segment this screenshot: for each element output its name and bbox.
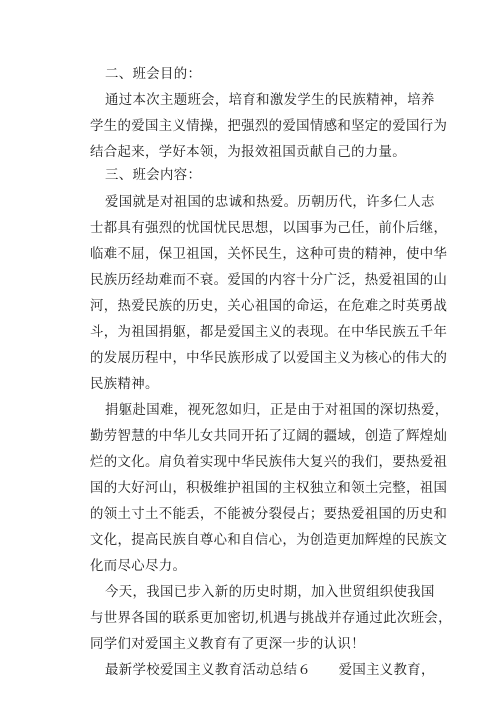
paragraph-line: 爱国就是对祖国的忠诚和热爱。历朝历代，许多仁人志	[105, 195, 435, 210]
paragraph-line: 通过本次主题班会，培育和激发学生的民族精神，培养	[105, 93, 435, 108]
paragraph-line: 学生的爱国主义情操，把强烈的爱国情感和坚定的爱国行为	[90, 119, 448, 134]
paragraph-line: 化而尽心尽力。	[90, 559, 187, 574]
paragraph-line: 民族精神。	[90, 377, 159, 392]
paragraph-line: 临难不屈，保卫祖国，关怀民生，这种可贵的精神，使中华	[90, 247, 448, 262]
paragraph-line: 民族历经劫难而不衰。爱国的内容十分广泛，热爱祖国的山	[90, 273, 448, 288]
section-heading-purpose: 二、班会目的：	[105, 67, 202, 82]
paragraph-line: 捐躯赴国难，视死忽如归，正是由于对祖国的深切热爱，	[105, 403, 449, 418]
paragraph-line: 国的大好河山，积极维护祖国的主权独立和领土完整，祖国	[90, 481, 448, 496]
next-article-heading: 最新学校爱国主义教育活动总结６ 爱国主义教育，	[105, 663, 435, 678]
paragraph-line: 士都具有强烈的忧国忧民思想，以国事为己任，前仆后继，	[90, 221, 448, 236]
paragraph-line: 结合起来，学好本领，为报效祖国贡献自己的力量。	[90, 145, 407, 160]
paragraph-line: 烂的文化。肩负着实现中华民族伟大复兴的我们，要热爱祖	[90, 455, 448, 470]
paragraph-line: 与世界各国的联系更加密切,机遇与挑战并存通过此次班会，	[90, 611, 452, 626]
paragraph-line: 的领土寸土不能丢，不能被分裂侵占；要热爱祖国的历史和	[90, 507, 448, 522]
paragraph-line: 今天，我国已步入新的历史时期，加入世贸组织使我国	[105, 585, 435, 600]
paragraph-line: 斗，为祖国捐躯，都是爱国主义的表现。在中华民族五千年	[90, 325, 448, 340]
paragraph-line: 文化，提高民族自尊心和自信心，为创造更加辉煌的民族文	[90, 533, 448, 548]
paragraph-line: 同学们对爱国主义教育有了更深一步的认识！	[90, 637, 365, 652]
section-heading-content: 三、班会内容：	[105, 168, 202, 183]
paragraph-line: 勤劳智慧的中华儿女共同开拓了辽阔的疆域，创造了辉煌灿	[90, 429, 448, 444]
paragraph-line: 河，热爱民族的历史，关心祖国的命运，在危难之时英勇战	[90, 299, 448, 314]
paragraph-line: 的发展历程中，中华民族形成了以爱国主义为核心的伟大的	[90, 351, 448, 366]
